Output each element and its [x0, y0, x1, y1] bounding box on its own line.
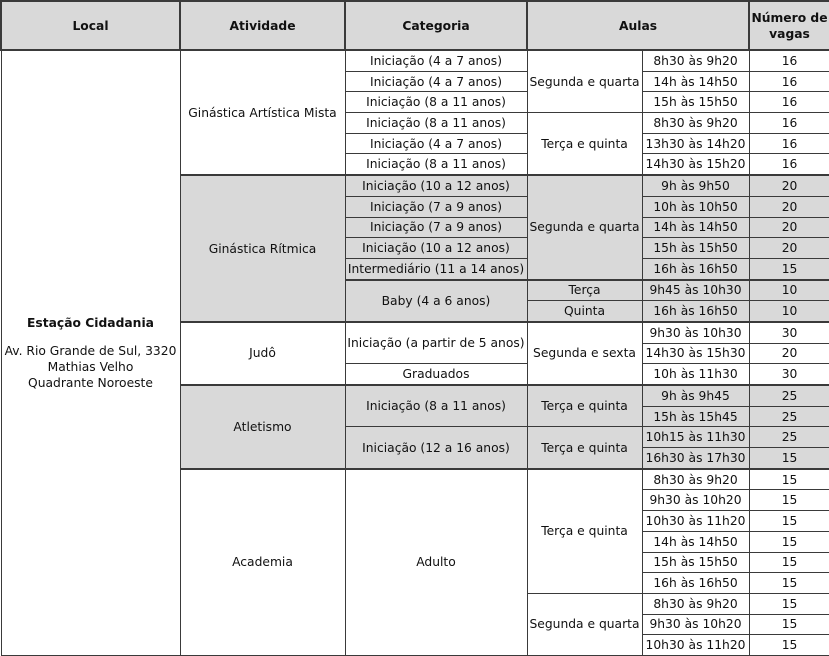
vagas-cell: 20 — [749, 175, 829, 196]
table-row — [1, 50, 829, 71]
horario-cell: 16h às 16h50 — [642, 573, 749, 594]
vagas-cell: 15 — [749, 573, 829, 594]
days-cell: Segunda e sexta — [527, 322, 642, 385]
categoria-cell: Iniciação (10 a 12 anos) — [345, 238, 527, 259]
activity-academia: Academia — [180, 469, 345, 656]
vagas-cell: 16 — [749, 133, 829, 154]
categoria-cell: Graduados — [345, 364, 527, 385]
horario-cell: 15h às 15h45 — [642, 406, 749, 427]
horario-cell: 9h45 às 10h30 — [642, 280, 749, 301]
categoria-cell: Iniciação (10 a 12 anos) — [345, 175, 527, 196]
days-cell: Terça — [527, 280, 642, 301]
header-vagas: Número de vagas — [749, 1, 829, 50]
vagas-cell: 16 — [749, 113, 829, 134]
horario-cell: 10h30 às 11h20 — [642, 635, 749, 656]
activity-atletismo: Atletismo — [180, 385, 345, 469]
categoria-cell: Iniciação (4 a 7 anos) — [345, 133, 527, 154]
horario-cell: 13h30 às 14h20 — [642, 133, 749, 154]
days-cell: Terça e quinta — [527, 385, 642, 427]
days-cell: Segunda e quarta — [527, 593, 642, 655]
header-atividade: Atividade — [180, 1, 345, 50]
vagas-cell: 25 — [749, 385, 829, 406]
horario-cell: 15h às 15h50 — [642, 238, 749, 259]
horario-cell: 16h às 16h50 — [642, 258, 749, 279]
days-cell: Segunda e quarta — [527, 50, 642, 113]
categoria-cell: Intermediário (11 a 14 anos) — [345, 258, 527, 279]
horario-cell: 8h30 às 9h20 — [642, 593, 749, 614]
horario-cell: 9h30 às 10h30 — [642, 322, 749, 343]
header-local: Local — [1, 1, 180, 50]
categoria-cell: Iniciação (4 a 7 anos) — [345, 50, 527, 71]
vagas-cell: 16 — [749, 154, 829, 175]
horario-cell: 8h30 às 9h20 — [642, 469, 749, 490]
categoria-cell: Iniciação (8 a 11 anos) — [345, 92, 527, 113]
horario-cell: 14h às 14h50 — [642, 531, 749, 552]
vagas-cell: 15 — [749, 531, 829, 552]
categoria-cell: Iniciação (8 a 11 anos) — [345, 154, 527, 175]
local-cell — [1, 50, 180, 655]
vagas-cell: 16 — [749, 92, 829, 113]
days-cell: Terça e quinta — [527, 427, 642, 469]
horario-cell: 9h30 às 10h20 — [642, 614, 749, 635]
vagas-cell: 15 — [749, 469, 829, 490]
days-cell: Terça e quinta — [527, 469, 642, 594]
horario-cell: 10h15 às 11h30 — [642, 427, 749, 448]
days-cell: Quinta — [527, 301, 642, 322]
activity-ginastica-artistica: Ginástica Artística Mista — [180, 50, 345, 175]
vagas-cell: 25 — [749, 427, 829, 448]
categoria-cell: Iniciação (7 a 9 anos) — [345, 196, 527, 217]
horario-cell: 10h30 às 11h20 — [642, 511, 749, 532]
activity-judo: Judô — [180, 322, 345, 385]
vagas-cell: 16 — [749, 50, 829, 71]
days-cell: Terça e quinta — [527, 113, 642, 176]
horario-cell: 16h às 16h50 — [642, 301, 749, 322]
vagas-cell: 20 — [749, 217, 829, 238]
horario-cell: 14h às 14h50 — [642, 217, 749, 238]
days-cell: Segunda e quarta — [527, 175, 642, 279]
horario-cell: 9h30 às 10h20 — [642, 490, 749, 511]
local-name: Estação Cidadania — [27, 315, 154, 330]
vagas-cell: 30 — [749, 322, 829, 343]
vagas-cell: 20 — [749, 196, 829, 217]
categoria-cell: Iniciação (a partir de 5 anos) — [345, 322, 527, 364]
vagas-cell: 15 — [749, 635, 829, 656]
horario-cell: 9h às 9h50 — [642, 175, 749, 196]
address-line: Quadrante Noroeste — [28, 375, 153, 390]
horario-cell: 14h30 às 15h30 — [642, 343, 749, 364]
address-line: Mathias Velho — [47, 359, 134, 374]
horario-cell: 9h às 9h45 — [642, 385, 749, 406]
vagas-cell: 20 — [749, 238, 829, 259]
horario-cell: 14h às 14h50 — [642, 71, 749, 92]
horario-cell: 14h30 às 15h20 — [642, 154, 749, 175]
vagas-cell: 15 — [749, 614, 829, 635]
horario-cell: 15h às 15h50 — [642, 92, 749, 113]
horario-cell: 8h30 às 9h20 — [642, 113, 749, 134]
address-line: Av. Rio Grande de Sul, 3320 — [4, 343, 177, 358]
categoria-cell: Iniciação (8 a 11 anos) — [345, 385, 527, 427]
vagas-cell: 10 — [749, 301, 829, 322]
categoria-cell: Iniciação (7 a 9 anos) — [345, 217, 527, 238]
vagas-cell: 30 — [749, 364, 829, 385]
vagas-cell: 10 — [749, 280, 829, 301]
header-aulas: Aulas — [527, 1, 749, 50]
horario-cell: 8h30 às 9h20 — [642, 50, 749, 71]
horario-cell: 16h30 às 17h30 — [642, 448, 749, 469]
categoria-cell: Iniciação (12 a 16 anos) — [345, 427, 527, 469]
horario-cell: 15h às 15h50 — [642, 552, 749, 573]
categoria-cell: Iniciação (8 a 11 anos) — [345, 113, 527, 134]
vagas-cell: 15 — [749, 490, 829, 511]
vagas-cell: 25 — [749, 406, 829, 427]
vagas-cell: 16 — [749, 71, 829, 92]
vagas-cell: 15 — [749, 552, 829, 573]
categoria-cell: Baby (4 a 6 anos) — [345, 280, 527, 322]
header-row — [1, 1, 829, 50]
horario-cell: 10h às 11h30 — [642, 364, 749, 385]
vagas-cell: 20 — [749, 343, 829, 364]
vagas-cell: 15 — [749, 593, 829, 614]
activity-ginastica-ritmica: Ginástica Rítmica — [180, 175, 345, 322]
vagas-cell: 15 — [749, 511, 829, 532]
vagas-cell: 15 — [749, 448, 829, 469]
header-categoria: Categoria — [345, 1, 527, 50]
horario-cell: 10h às 10h50 — [642, 196, 749, 217]
vagas-cell: 15 — [749, 258, 829, 279]
categoria-cell: Adulto — [345, 469, 527, 656]
categoria-cell: Iniciação (4 a 7 anos) — [345, 71, 527, 92]
